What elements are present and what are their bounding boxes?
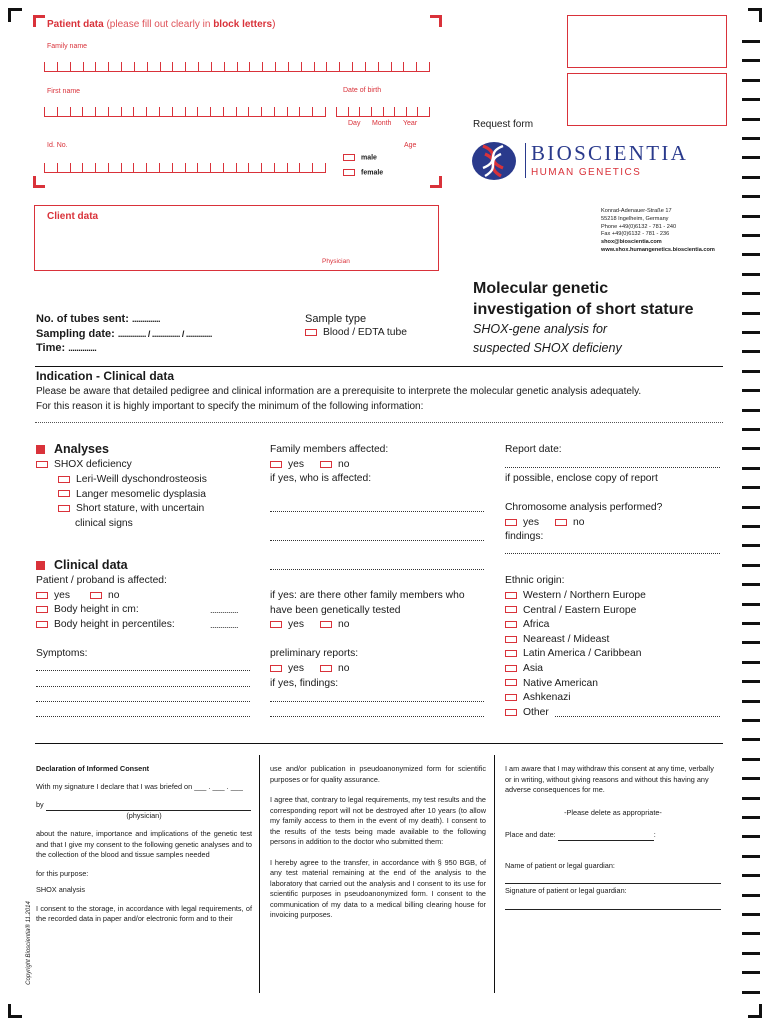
dotted-line[interactable] [36, 716, 250, 717]
date-of-birth-label: Date of birth [343, 87, 382, 94]
dob-day-label: Day [348, 120, 361, 127]
prelim-findings-label: if yes, findings: [270, 678, 339, 689]
affected-label: Patient / proband is affected: [36, 575, 167, 586]
registration-tick [742, 195, 760, 198]
registration-tick [742, 564, 760, 567]
registration-tick [742, 234, 760, 237]
registration-tick [742, 118, 760, 121]
female-checkbox[interactable] [343, 169, 355, 176]
page-corner-tl [8, 8, 22, 22]
physician-label: Physician [322, 258, 350, 265]
chromosome-findings-label: findings: [505, 531, 544, 542]
analyses-title: Analyses [36, 442, 109, 456]
registration-tick [742, 156, 760, 159]
page-corner-br [748, 1004, 762, 1018]
copyright-text: Copyright Bioscientia® 11.2014 [26, 901, 32, 985]
indication-top-rule [35, 366, 723, 367]
ethnic-origin-label: Ethnic origin: [505, 575, 565, 586]
analysis-checkbox[interactable] [58, 505, 70, 512]
analysis-checkbox[interactable] [58, 476, 70, 483]
dotted-line[interactable] [505, 553, 720, 554]
registration-tick [742, 253, 760, 256]
patient-corner-br [430, 176, 442, 188]
analysis-option: clinical signs [75, 517, 133, 529]
ethnic-option[interactable]: Western / Northern Europe [505, 589, 646, 604]
dotted-line[interactable] [505, 467, 720, 468]
dna-helix-icon [471, 141, 517, 181]
family-name-field[interactable] [44, 59, 430, 72]
symptoms-label: Symptoms: [36, 648, 88, 659]
consent-top-rule [35, 743, 723, 744]
registration-tick [742, 447, 760, 450]
sample-type-label: Sample type [305, 313, 367, 325]
dotted-line[interactable] [270, 569, 484, 570]
sample-info [36, 312, 212, 356]
registration-tick [742, 894, 760, 897]
registration-tick [742, 855, 760, 858]
registration-tick [742, 816, 760, 819]
ethnic-checkbox[interactable] [505, 679, 517, 686]
report-copy-note: if possible, enclose copy of report [505, 473, 658, 484]
dob-month-label: Month [372, 120, 392, 127]
analysis-option[interactable]: Short stature, with uncertain [58, 502, 207, 517]
ethnic-checkbox[interactable] [505, 694, 517, 701]
logo-subtitle: HUMAN GENETICS [531, 167, 642, 178]
ethnic-checkbox[interactable] [505, 636, 517, 643]
address-line: shox@bioscientia.com [601, 239, 662, 246]
registration-tick [742, 409, 760, 412]
registration-tick [742, 971, 760, 974]
family-title: Family members affected: [270, 444, 389, 455]
registration-tick [742, 991, 760, 994]
registration-tick [742, 797, 760, 800]
registration-tick [742, 467, 760, 470]
address-line: Fax +49(0)6132 - 781 - 236 [601, 231, 670, 238]
patient-section-title: Patient data (please fill out clearly in block letters) [47, 19, 276, 30]
bioscientia-logo [471, 141, 721, 181]
clinical-data-title: Clinical data [36, 558, 128, 572]
registration-tick [742, 428, 760, 431]
prelim-options[interactable]: yes no [270, 662, 350, 677]
ethnic-option[interactable]: Other [505, 706, 646, 721]
registration-tick [742, 758, 760, 761]
female-option[interactable]: female [343, 169, 383, 176]
dotted-line[interactable] [270, 701, 484, 702]
family-tested-options[interactable]: yes no [270, 618, 350, 633]
address-line: www.shox.humangenetics.bioscientia.com [601, 246, 715, 253]
ethnic-option[interactable]: Ashkenazi [505, 691, 646, 706]
registration-tick [742, 137, 760, 140]
report-date-label: Report date: [505, 444, 562, 455]
height-pct-dots[interactable]: .............. [210, 620, 239, 630]
patient-corner-tr [430, 15, 442, 27]
registration-tick [742, 292, 760, 295]
family-options[interactable]: yes no [270, 458, 350, 473]
dotted-line[interactable] [270, 716, 484, 717]
ethnic-option[interactable]: Latin America / Caribbean [505, 647, 646, 662]
dotted-line[interactable] [36, 670, 250, 671]
address-line: 55218 Ingelheim, Germany [601, 215, 669, 222]
registration-tick [742, 273, 760, 276]
affected-options[interactable]: yes no [36, 589, 120, 604]
registration-tick [742, 680, 760, 683]
chromosome-options[interactable]: yes no [505, 516, 585, 531]
registration-tick [742, 661, 760, 664]
registration-tick [742, 389, 760, 392]
registration-tick [742, 777, 760, 780]
registration-tick [742, 525, 760, 528]
sampling-time-field[interactable]: Time: .............. [36, 342, 97, 355]
signature-line[interactable] [505, 897, 721, 910]
registration-tick [742, 350, 760, 353]
blood-edta-option[interactable]: Blood / EDTA tube [305, 326, 407, 341]
document-subtitle: SHOX-gene analysis for suspected SHOX deficieny [473, 322, 622, 355]
indication-text: Please be aware that detailed pedigree and clinical information are a prerequisite to interprete the molecular genetic analysis adequately. For this reason it is highly important to specify the minimum of the following information: [36, 386, 642, 412]
family-who-label: if yes, who is affected: [270, 473, 372, 484]
ethnic-option[interactable]: Native American [505, 677, 646, 692]
age-label: Age [404, 142, 417, 149]
logo-name: BIOSCIENTIA [531, 141, 689, 165]
chromosome-label: Chromosome analysis performed? [505, 502, 663, 513]
height-cm-dots[interactable]: .............. [210, 605, 239, 615]
registration-tick [742, 738, 760, 741]
address-line: Phone +49(0)6132 - 781 - 240 [601, 223, 677, 230]
consent-col-2: use and/or publication in pseudoanonymized form for scientific purposes or for quality assurance. I agree that, contrary to legal requirements, my test results and the corresponding report will not be destroyed after 10 years (to allow my family access to them in the event of my death). I consent to the results of the tests being made available to the following persons in addition to the doctor who submitted them: I hereby agree to the transfer, in accordance with § 950 BGB, of any test material remaining at the end of the analysis to the laboratory that carried out the analysis and I consent to its use for scientific purposes in pseudoanonymized form. I consent to the communication of my data to a medical billing clearing house for invoicing purposes. [270, 764, 486, 919]
consent-divider-1 [259, 755, 260, 993]
label-box-1[interactable] [567, 15, 727, 68]
registration-tick [742, 719, 760, 722]
name-line[interactable] [505, 871, 721, 884]
tubes-sent-field[interactable]: No. of tubes sent: .............. [36, 313, 160, 325]
ethnic-checkbox[interactable] [505, 621, 517, 628]
registration-tick [742, 544, 760, 547]
registration-tick [742, 700, 760, 703]
ethnic-checkbox[interactable] [505, 665, 517, 672]
address-line: Konrad-Adenauer-Straße 17 [601, 208, 672, 214]
consent-col-3: I am aware that I may withdraw this consent at any time, verbally or in writing, without giving reasons and without this having any adverse consequences for me. -Please delete as appropriate- Place and date: : Name of patient or legal guardian: Signature of patient or legal guardian: [505, 764, 721, 910]
client-data-title: Client data [47, 211, 99, 222]
registration-tick [742, 835, 760, 838]
shox-deficiency-option[interactable]: SHOX deficiency [36, 458, 132, 473]
registration-tick [742, 486, 760, 489]
registration-tick [742, 952, 760, 955]
dob-year-label: Year [403, 120, 418, 127]
height-cm-option[interactable]: Body height in cm: [36, 603, 139, 618]
family-name-label: Family name [47, 43, 88, 50]
page-corner-bl [8, 1004, 22, 1018]
prelim-label: preliminary reports: [270, 648, 359, 659]
blood-edta-checkbox[interactable] [305, 329, 317, 336]
request-form-label: Request form [473, 119, 534, 130]
ethnic-other-line[interactable] [555, 708, 720, 717]
registration-tick [742, 331, 760, 334]
analyses-list [58, 473, 207, 531]
consent-col-1: Declaration of Informed Consent With my signature I declare that I was briefed on ___ . ___ . ___ by (physician) about the nature, importance and implications of the genetic test and that I give my consent to the following genetic analyses and to the collection of the blood and tissue samples needed for this purpose: SHOX analysis I consent to the storage, in accordance with legal requirements, of the recorded data in paper and/or electronic form and to their [36, 764, 252, 923]
height-pct-option[interactable]: Body height in percentiles: [36, 618, 175, 633]
ethnic-checkbox[interactable] [505, 650, 517, 657]
id-no-field[interactable] [44, 160, 326, 173]
ethnic-checkbox[interactable] [505, 709, 517, 716]
page-corner-tr [748, 8, 762, 22]
registration-tick [742, 370, 760, 373]
patient-corner-bl [33, 176, 45, 188]
id-no-label: Id. No. [47, 142, 68, 149]
indication-dotted-rule [35, 422, 723, 423]
ethnic-option[interactable]: Central / Eastern Europe [505, 604, 646, 619]
place-date-field[interactable]: Place and date: : [505, 830, 656, 839]
document-title: Molecular genetic investigation of short stature [473, 280, 694, 318]
registration-tick [742, 59, 760, 62]
analysis-checkbox[interactable] [58, 490, 70, 497]
registration-tick [742, 215, 760, 218]
analysis-option[interactable]: Langer mesomelic dysplasia [58, 488, 207, 503]
dotted-line[interactable] [270, 511, 484, 512]
ethnic-option[interactable]: Asia [505, 662, 646, 677]
first-name-label: First name [47, 88, 81, 95]
family-tested-label: if yes: are there other family members who have been genetically tested [270, 590, 465, 616]
first-name-field[interactable] [44, 104, 326, 117]
registration-tick [742, 98, 760, 101]
indication-title: Indication - Clinical data [36, 369, 175, 383]
registration-tick [742, 913, 760, 916]
registration-tick [742, 506, 760, 509]
consent-divider-2 [494, 755, 495, 993]
logo-divider [525, 143, 526, 178]
ethnic-origin-list [505, 589, 646, 720]
label-box-2[interactable] [567, 73, 727, 126]
registration-tick [742, 932, 760, 935]
dotted-line[interactable] [36, 686, 250, 687]
registration-tick [742, 603, 760, 606]
registration-tick [742, 874, 760, 877]
registration-tick [742, 622, 760, 625]
lab-address [601, 208, 715, 255]
ethnic-option[interactable]: Africa [505, 618, 646, 633]
male-option[interactable]: male [343, 154, 377, 161]
sampling-date-field[interactable]: Sampling date: .............. / .............. / ............. [36, 327, 212, 340]
registration-tick [742, 176, 760, 179]
analysis-option[interactable]: Leri-Weill dyschondrosteosis [58, 473, 207, 488]
ethnic-checkbox[interactable] [505, 606, 517, 613]
patient-corner-tl [33, 15, 45, 27]
ethnic-option[interactable]: Neareast / Mideast [505, 633, 646, 648]
registration-tick [742, 583, 760, 586]
registration-tick [742, 40, 760, 43]
male-checkbox[interactable] [343, 154, 355, 161]
dotted-line[interactable] [36, 701, 250, 702]
registration-tick [742, 79, 760, 82]
registration-tick [742, 312, 760, 315]
dotted-line[interactable] [270, 540, 484, 541]
ethnic-checkbox[interactable] [505, 592, 517, 599]
registration-tick [742, 641, 760, 644]
date-of-birth-field[interactable] [336, 104, 430, 117]
